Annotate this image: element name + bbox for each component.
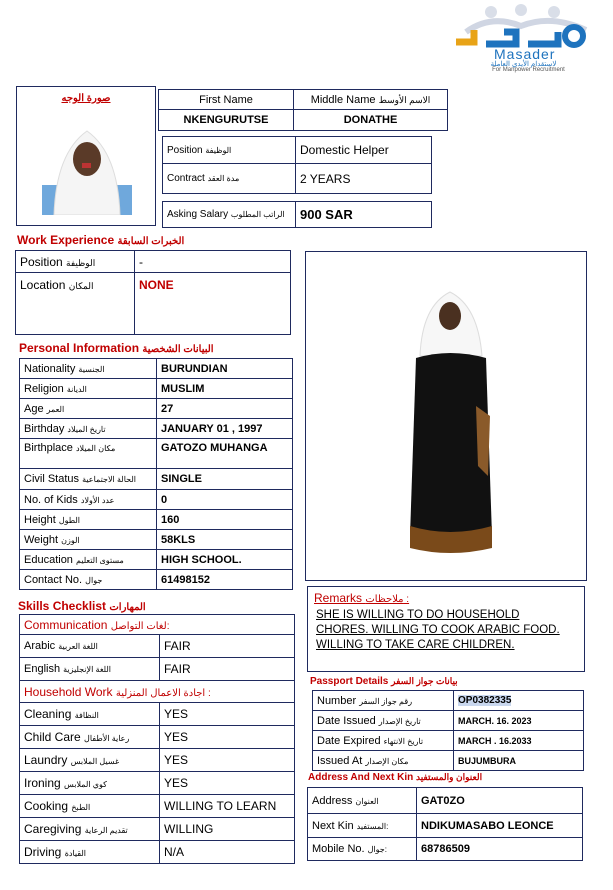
job-table (162, 136, 432, 228)
row-label: No. of Kids (24, 493, 78, 506)
row-label: Contact No. (24, 573, 83, 586)
row-label: Ironing (24, 776, 61, 790)
work-experience-table (15, 250, 291, 335)
row-label: Caregiving (24, 822, 82, 836)
we-location-label-cell (16, 273, 135, 335)
we-location-label: Location (20, 278, 66, 292)
row-label: Laundry (24, 753, 68, 767)
communication-title-cell (20, 615, 295, 635)
row-label-ar: الديانة (66, 384, 87, 394)
row-label-ar: مكان الميلاد (75, 444, 116, 453)
we-position-label-cell (16, 251, 135, 273)
remarks-title-en: Remarks (314, 591, 363, 605)
row-label: Number (317, 694, 357, 707)
table-row (20, 749, 295, 772)
names-table (158, 89, 448, 131)
contract-label-cell (163, 164, 296, 194)
face-photo-box (16, 86, 156, 226)
masader-logo (446, 2, 596, 74)
remarks-line: WILLING TO TAKE CARE CHILDREN. (316, 639, 515, 651)
row-label: Education (24, 553, 73, 566)
birthplace-value: GATOZO MUHANGA (157, 439, 293, 469)
table-row (20, 795, 295, 818)
row-label: Child Care (24, 730, 81, 744)
contract-label-ar: مدة العقد (207, 174, 240, 183)
table-row (308, 788, 583, 814)
row-label-ar: تاريخ الميلاد (67, 424, 106, 434)
we-position-label-ar: الوظيفة (66, 257, 96, 268)
table-row (313, 691, 584, 711)
middle-name-label-ar: الاسم الأوسط (378, 94, 431, 105)
table-row (20, 510, 293, 530)
household-title: Household Work (24, 684, 113, 699)
address-title-en: Address And Next Kin (308, 772, 414, 783)
passport-title-ar: بيانات جواز السفر (391, 676, 458, 686)
address-title-ar: العنوان والمستفيد (415, 772, 483, 782)
passport-title (310, 676, 458, 687)
religion-value: MUSLIM (157, 379, 293, 399)
remarks-title (314, 591, 409, 605)
remarks-box (307, 586, 585, 672)
table-row (20, 841, 295, 864)
row-label: Cooking (24, 799, 69, 813)
first-name-label: First Name (159, 90, 294, 110)
row-label-ar: مستوى التعليم (76, 555, 124, 565)
date-expired-value: MARCH . 16.2033 (454, 731, 584, 751)
row-label-ar: اللغة العربية (58, 642, 98, 651)
passport-number-cell (454, 691, 584, 711)
logo-brand: Masader (494, 46, 556, 62)
row-label: Birthday (24, 422, 65, 435)
we-position-label: Position (20, 254, 63, 269)
row-label-ar: النظافة (74, 711, 99, 720)
row-label: Arabic (24, 640, 56, 652)
table-row (20, 550, 293, 570)
table-row (20, 772, 295, 795)
row-label: Cleaning (24, 707, 72, 721)
table-row (20, 726, 295, 749)
full-body-photo-image (406, 286, 496, 558)
salary-label-ar: الراتب المطلوب (230, 210, 285, 219)
row-label-ar: الوزن (61, 535, 80, 545)
we-location-label-ar: المكان (68, 281, 94, 291)
table-row (20, 469, 293, 490)
table-row (20, 399, 293, 419)
skills-title (18, 599, 146, 613)
row-label-ar: العنوان (355, 796, 379, 806)
address-value: GAT0ZO (417, 788, 583, 814)
birthday-value: JANUARY 01 , 1997 (157, 419, 293, 439)
passport-number-value: OP0382335 (458, 695, 512, 706)
position-label-cell (163, 137, 296, 164)
work-experience-title-en: Work Experience (17, 233, 115, 247)
middle-name-label: Middle Name (310, 93, 376, 106)
cleaning-value: YES (160, 703, 295, 726)
row-label: Age (24, 402, 44, 415)
row-label-ar: رعاية الأطفال (84, 734, 130, 743)
row-label-ar: عدد الأولاد (80, 495, 115, 505)
mobile-value: 68786509 (417, 838, 583, 861)
communication-title: Communication (24, 617, 108, 632)
row-label-ar: كوي الملابس (64, 780, 107, 789)
remarks-line: SHE IS WILLING TO DO HOUSEHOLD (316, 609, 520, 621)
row-label: Address (312, 794, 353, 807)
household-title-ar: اجادة الاعمال المنزلية : (115, 687, 211, 699)
row-label-ar: العمر (46, 404, 65, 414)
middle-name-label-cell (294, 90, 448, 110)
row-label: Driving (24, 845, 62, 859)
row-label: Height (24, 513, 56, 526)
education-value: HIGH SCHOOL. (157, 550, 293, 570)
ironing-value: YES (160, 772, 295, 795)
face-photo-image (42, 123, 132, 215)
issued-at-value: BUJUMBURA (454, 751, 584, 771)
table-row (20, 570, 293, 590)
personal-info-title-ar: البيانات الشخصية (142, 344, 214, 355)
age-value: 27 (157, 399, 293, 419)
row-label: English (24, 663, 61, 675)
personal-info-title (19, 341, 214, 355)
table-row (20, 419, 293, 439)
full-body-photo-box (305, 251, 587, 581)
work-experience-title-ar: الخبرات السابقة (117, 236, 185, 247)
table-row (20, 439, 293, 469)
row-label: Next Kin (312, 819, 354, 832)
row-label: Issued At (317, 754, 363, 767)
skills-title-ar: المهارات (109, 602, 146, 613)
passport-table (312, 690, 584, 771)
row-label-ar: جوال (85, 575, 103, 585)
first-name-value: NKENGURUTSE (159, 110, 294, 131)
table-row (20, 635, 295, 658)
we-location-value: NONE (135, 273, 291, 335)
remarks-line: CHORES. WILLING TO COOK ARABIC FOOD. (316, 624, 560, 636)
contract-label: Contract (167, 173, 205, 184)
table-row (20, 530, 293, 550)
nationality-value: BURUNDIAN (157, 359, 293, 379)
table-row (20, 818, 295, 841)
remarks-title-ar: ملاحظات : (365, 594, 410, 605)
row-label: Birthplace (24, 442, 73, 454)
cooking-value: WILLING TO LEARN (160, 795, 295, 818)
table-row (20, 359, 293, 379)
kids-value: 0 (157, 490, 293, 510)
logo-arabic-sub: لاستقدام الأيدي العاملة (490, 61, 557, 68)
row-label: Nationality (24, 362, 76, 375)
row-label-ar: المستفيد: (356, 821, 389, 831)
civil-status-value: SINGLE (157, 469, 293, 490)
remarks-text (316, 608, 560, 653)
table-row (313, 711, 584, 731)
salary-label: Asking Salary (167, 209, 229, 220)
row-label: Religion (24, 382, 64, 395)
row-label: Civil Status (24, 473, 80, 485)
middle-name-value: DONATHE (294, 110, 448, 131)
row-label-ar: اللغة الإنجليزية (63, 665, 111, 674)
laundry-value: YES (160, 749, 295, 772)
address-title (308, 772, 482, 783)
row-label: Mobile No. (312, 843, 365, 855)
position-label: Position (167, 144, 203, 156)
row-label-ar: جوال: (367, 845, 387, 854)
row-label-ar: مكان الإصدار (365, 756, 409, 766)
row-label-ar: الطبخ (71, 803, 91, 812)
row-label-ar: تقديم الرعاية (84, 826, 128, 835)
row-label-ar: غسيل الملابس (70, 757, 120, 766)
height-value: 160 (157, 510, 293, 530)
table-row (20, 658, 295, 681)
we-position-value: - (135, 251, 291, 273)
logo-sub: For Manpower Recruitment (492, 67, 565, 73)
driving-value: N/A (160, 841, 295, 864)
salary-label-cell (163, 202, 296, 228)
row-label-ar: الحالة الاجتماعية (82, 475, 136, 484)
table-row (313, 751, 584, 771)
personal-info-title-en: Personal Information (19, 341, 140, 355)
work-experience-title (17, 233, 184, 247)
personal-info-table (19, 358, 293, 590)
contract-value: 2 YEARS (296, 164, 432, 194)
address-table (307, 787, 583, 861)
salary-value: 900 SAR (296, 202, 432, 228)
table-row (308, 838, 583, 861)
date-issued-value: MARCH. 16. 2023 (454, 711, 584, 731)
row-label: Date Issued (317, 714, 376, 727)
arabic-value: FAIR (160, 635, 295, 658)
child-care-value: YES (160, 726, 295, 749)
contact-value: 61498152 (157, 570, 293, 590)
communication-title-ar: لغات التواصل: (110, 620, 170, 632)
row-label-ar: تاريخ الانتهاء (383, 736, 424, 746)
position-label-ar: الوظيفة (205, 145, 232, 155)
passport-title-en: Passport Details (310, 676, 389, 687)
household-title-cell (20, 681, 295, 703)
weight-value: 58KLS (157, 530, 293, 550)
table-row (308, 814, 583, 838)
row-label-ar: الطول (58, 515, 81, 525)
row-label: Date Expired (317, 734, 381, 747)
table-row (20, 703, 295, 726)
row-label: Weight (24, 533, 59, 546)
next-kin-value: NDIKUMASABO LEONCE (417, 814, 583, 838)
table-row (313, 731, 584, 751)
skills-table (19, 614, 295, 864)
skills-title-en: Skills Checklist (18, 599, 107, 613)
english-value: FAIR (160, 658, 295, 681)
row-label-ar: الجنسية (78, 364, 105, 374)
row-label-ar: القيادة (64, 849, 86, 858)
row-label-ar: تاريخ الإصدار (378, 716, 421, 726)
table-row (20, 490, 293, 510)
face-photo-label: صورة الوجه (61, 93, 111, 104)
table-row (20, 379, 293, 399)
position-value: Domestic Helper (296, 137, 432, 164)
row-label-ar: رقم جواز السفر (359, 696, 413, 706)
caregiving-value: WILLING (160, 818, 295, 841)
